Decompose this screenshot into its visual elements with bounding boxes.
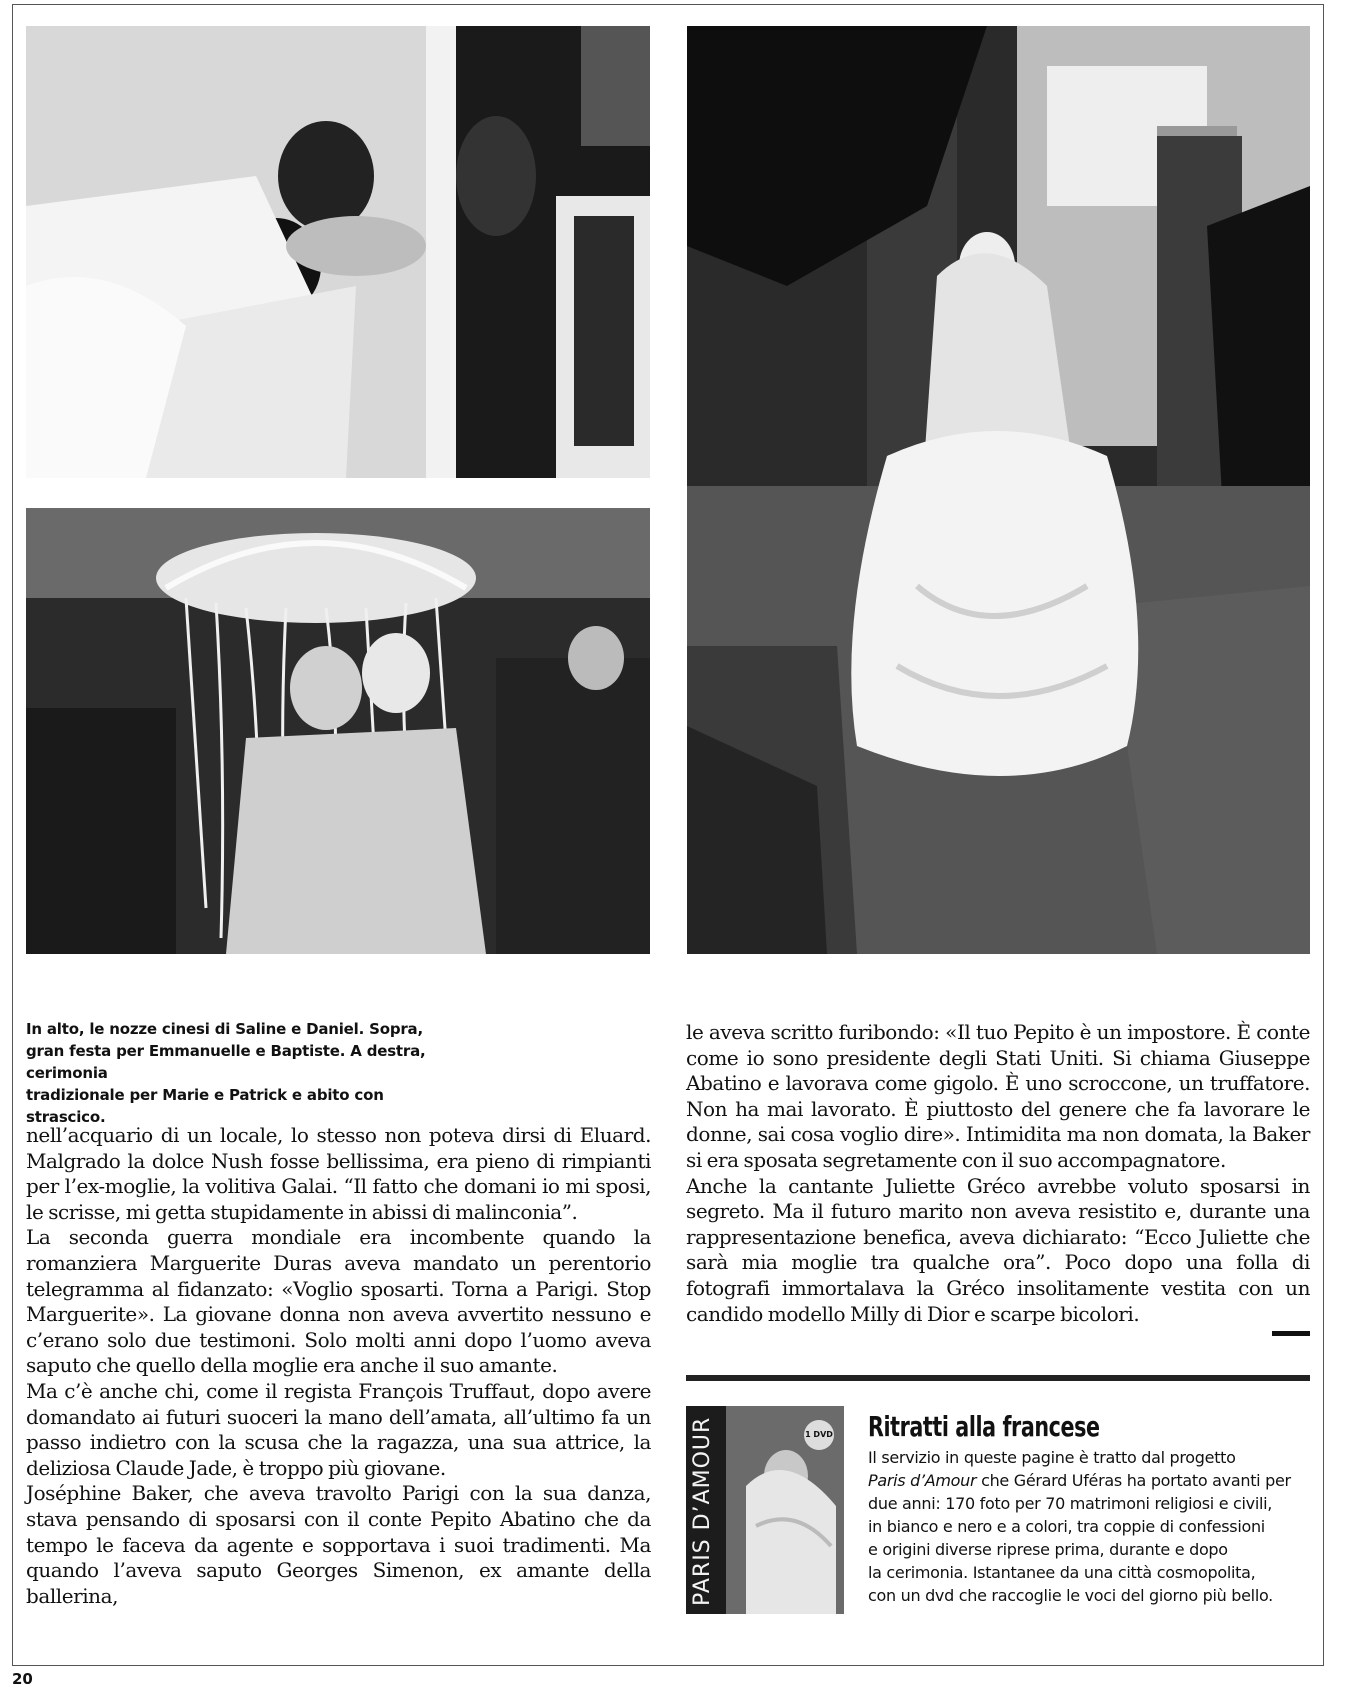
box-top-rule — [686, 1375, 1310, 1381]
photo-bride-train — [687, 26, 1310, 954]
photo-chinese-wedding — [26, 26, 650, 478]
dvd-badge: 1 DVD — [804, 1420, 834, 1450]
box-body-line: due anni: 170 foto per 70 matrimoni religiosi e civili, — [868, 1494, 1273, 1513]
caption-line: tradizionale per Marie e Patrick e abito con strascico. — [26, 1086, 384, 1126]
article-paragraph: Anche la cantante Juliette Gréco avrebbe voluto sposarsi in segreto. Ma il futuro marito non aveva resistito e, durante una rappresentazione benefica, aveva dichiarato: “Ecco Juliette che sarà mia moglie tra qualche ora”. Poco dopo una folla di fotografi immortalava la Gréco insolitamente vestita con un candido modello Milly di Dior e scarpe bicolori. — [686, 1173, 1310, 1326]
book-cover-title: PARIS D’AMOUR — [690, 1416, 715, 1606]
article-paragraph: nell’acquario di un locale, lo stesso non poteva dirsi di Eluard. Malgrado la dolce Nush fosse bellissima, era pieno di rimpianti per l’ex-moglie, la volitiva Galai. “Il fatto che domani io mi sposi, le scrisse, mi getta stupidamente in abissi di malinconia”. — [26, 1123, 651, 1224]
page-number: 20 — [12, 1670, 33, 1688]
article-end-mark — [1272, 1331, 1310, 1336]
box-body — [868, 1446, 1313, 1607]
caption-line: In alto, le nozze cinesi di Saline e Daniel. Sopra, — [26, 1020, 423, 1038]
box-body-line: e origini diverse riprese prima, durante e dopo — [868, 1540, 1228, 1559]
box-body-line: Paris d’Amour che Gérard Uféras ha portato avanti per — [868, 1471, 1291, 1490]
article-paragraph: La seconda guerra mondiale era incombente quando la romanziera Marguerite Duras aveva mandato un perentorio telegramma al fidanzato: «Voglio sposarti. Torna a Parigi. Stop Marguerite». La giovane donna non aveva avvertito nessuno e c’erano solo due testimoni. Solo molti anni dopo l’uomo aveva saputo che quello della moglie era anche il suo amante. — [26, 1225, 651, 1378]
article-column-right — [686, 1020, 1310, 1327]
book-title-italic: Paris d’Amour — [868, 1471, 977, 1490]
photo-party-parasol — [26, 508, 650, 954]
article-paragraph: le aveva scritto furibondo: «Il tuo Pepito è un impostore. È conte come io sono presidente degli Stati Uniti. Si chiama Giuseppe Abatino e lavorava come gigolo. È uno scroccone, un truffatore. Non ha mai lavorato. È piuttosto del genere che fa lavorare le donne, sai cosa voglio dire». Intimidita ma non domata, la Baker si era sposata segretamente con il suo accompagnatore. — [686, 1020, 1310, 1172]
box-body-line: in bianco e nero e a colori, tra coppie di confessioni — [868, 1517, 1265, 1536]
caption-line: gran festa per Emmanuelle e Baptiste. A destra, cerimonia — [26, 1042, 426, 1082]
box-body-line: la cerimonia. Istantanee da una città cosmopolita, — [868, 1563, 1256, 1582]
photo-caption — [26, 1018, 456, 1128]
box-body-line: con un dvd che raccoglie le voci del giorno più bello. — [868, 1586, 1273, 1605]
article-paragraph: Ma c’è anche chi, come il regista François Truffaut, dopo avere domandato ai futuri suoceri la mano dell’amata, all’ultimo fa un passo indietro con la scusa che la ragazza, una sua attrice, la deliziosa Claude Jade, è troppo più giovane. — [26, 1378, 651, 1480]
box-heading: Ritratti alla francese — [868, 1410, 1100, 1443]
box-body-line: Il servizio in queste pagine è tratto dal progetto — [868, 1448, 1236, 1467]
article-column-left — [26, 1123, 651, 1609]
article-paragraph: Joséphine Baker, che aveva travolto Parigi con la sua danza, stava pensando di sposarsi con il conte Pepito Abatino che da tempo le faceva da agente e sopportava i suoi tradimenti. Ma quando l’aveva saputo Georges Simenon, ex amante della ballerina, — [26, 1481, 651, 1608]
book-cover — [686, 1406, 844, 1614]
